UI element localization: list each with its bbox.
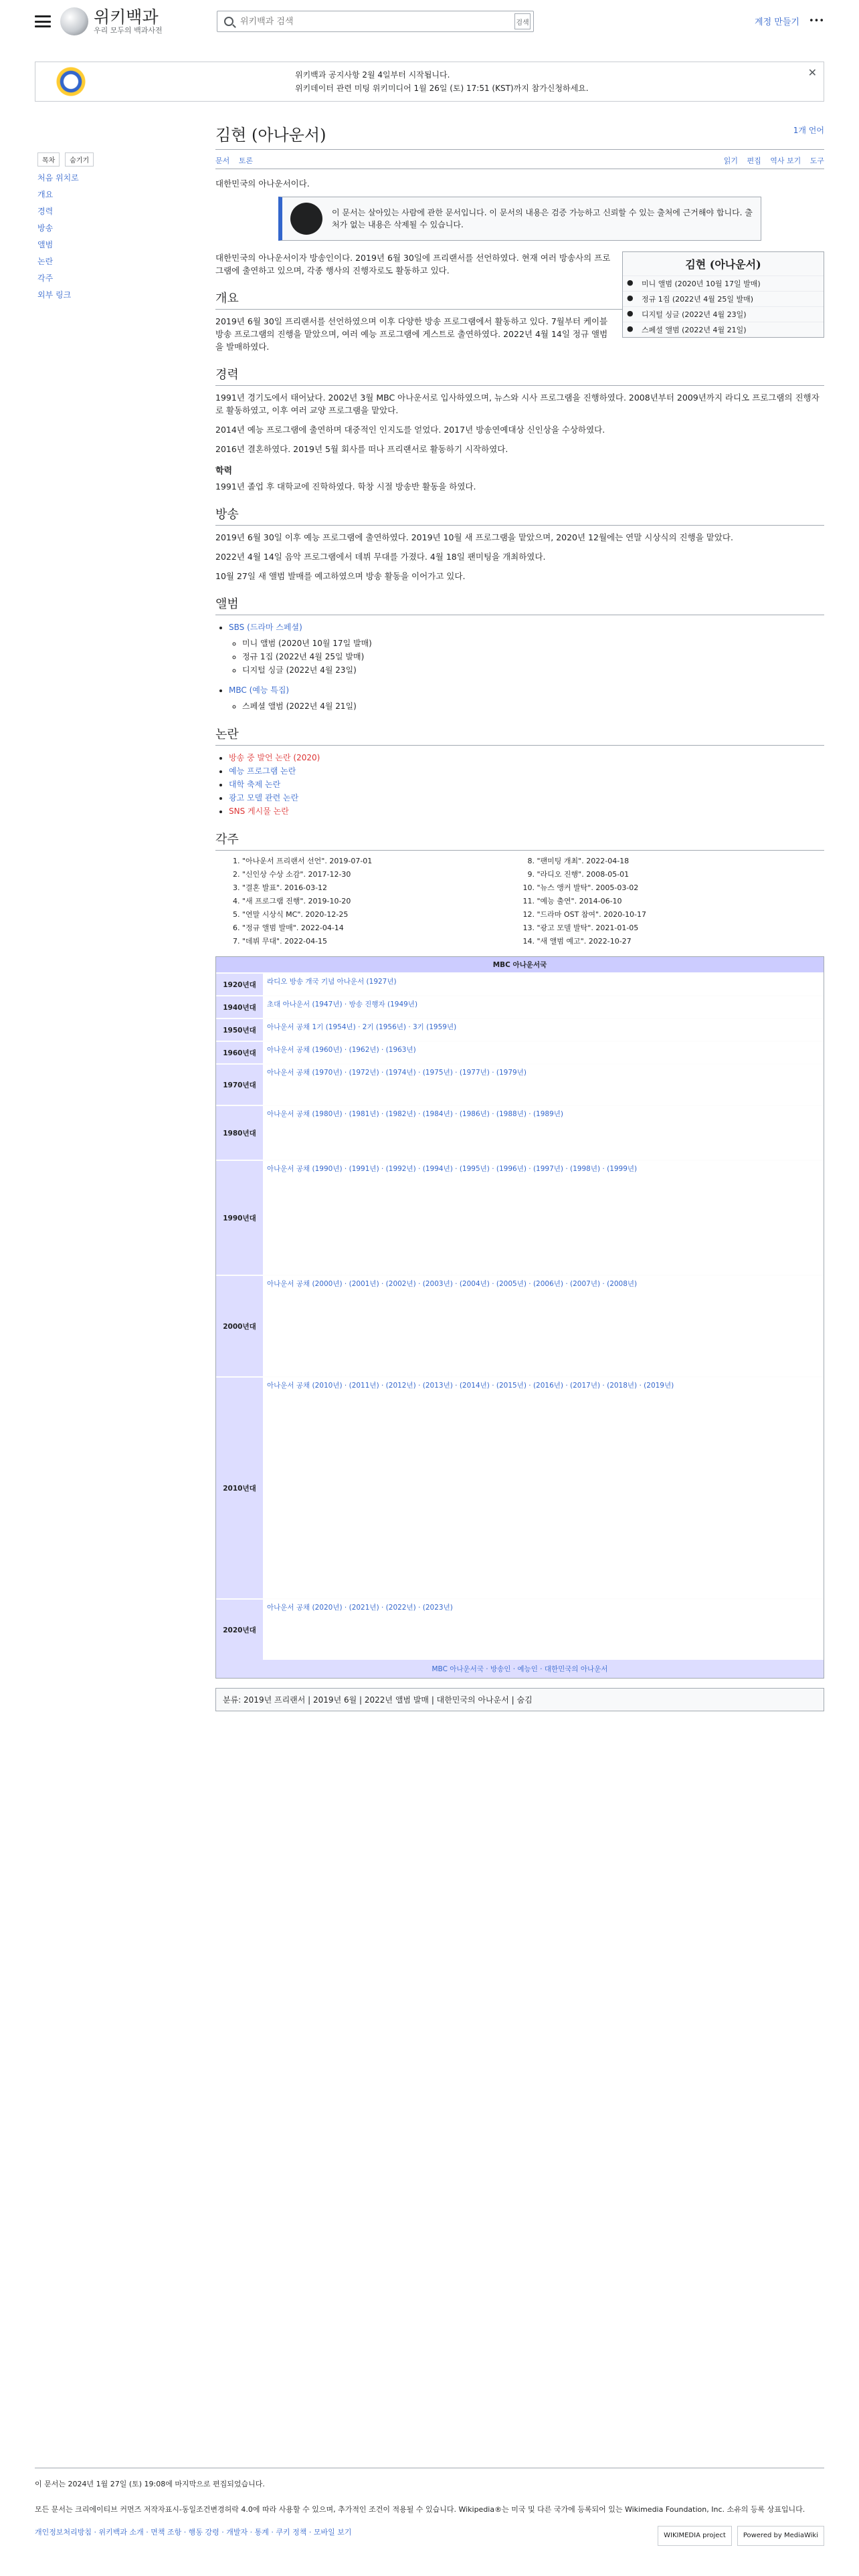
navbox-group: 1980년대	[216, 1106, 263, 1160]
infobox-album-3: 디지털 싱글 (2022년 4월 23일)	[642, 310, 747, 319]
notice-line-2: 위키데이터 관련 미팅 위키미디어 1월 26일 (토) 17:51 (KST)까지 참가신청하세요.	[295, 84, 589, 93]
controversy-list	[229, 751, 824, 818]
tab-tools[interactable]: 도구	[809, 156, 824, 165]
person-icon	[290, 203, 322, 235]
navbox-group: 1940년대	[216, 996, 263, 1018]
reference-item[interactable]: 7. "데뷔 무대". 2022-04-15	[242, 936, 530, 947]
tab-read[interactable]: 읽기	[723, 156, 738, 165]
tab-edit[interactable]: 편집	[747, 156, 761, 165]
navbox-group: 2010년대	[216, 1378, 263, 1598]
navbox-group: 2020년대	[216, 1600, 263, 1660]
reference-item[interactable]: 2. "신인상 수상 소감". 2017-12-30	[242, 869, 530, 880]
language-button[interactable]: 1개 언어	[793, 126, 824, 135]
reference-list	[215, 856, 824, 950]
license-text: 모든 문서는 크리에이티브 커먼즈 저작자표시-동일조건변경허락 4.0에 따라 사용할 수 있으며, 추가적인 조건이 적용될 수 있습니다. Wikipedia®는 미국 및 다른 국가에 등록되어 있는 Wikimedia Foundation, Inc. 소유의 등록 상표입니다.	[35, 2505, 805, 2514]
reference-item[interactable]: 6. "정규 앨범 발매". 2022-04-14	[242, 923, 530, 934]
broadcast-text-3: 10월 27일 새 앨범 발매를 예고하였으며 방송 활동을 이어가고 있다.	[215, 571, 466, 581]
close-icon[interactable]: ✕	[807, 66, 817, 79]
album-item: ◦ 미니 앨범 (2020년 10월 17일 발매)	[242, 637, 824, 650]
category-links[interactable]: 분류: 2019년 프리랜서 | 2019년 6월 | 2022년 앨범 발매 | 대한민국의 아나운서 | 숨김	[215, 1688, 824, 1711]
toc-item-album[interactable]: 앨범	[37, 240, 54, 249]
site-header	[0, 0, 859, 43]
album-item: ◦ 디지털 싱글 (2022년 4월 23일)	[242, 663, 824, 677]
navbox-group: 1970년대	[216, 1065, 263, 1105]
navbox-links[interactable]: 아나운서 공채 (1960년) · (1962년) · (1963년)	[263, 1042, 824, 1063]
navbox-links[interactable]: 아나운서 공채 (2020년) · (2021년) · (2022년) · (2023년)	[263, 1600, 824, 1660]
navbox-links[interactable]: 아나운서 공채 (2000년) · (2001년) · (2002년) · (2003년) · (2004년) · (2005년) · (2006년) · (2007년) · (2008년)	[263, 1276, 824, 1376]
search-button[interactable]: 검색	[514, 13, 531, 29]
navbox-group: 1960년대	[216, 1042, 263, 1063]
broadcast-text-2: 2022년 4월 14일 음악 프로그램에서 데뷔 무대를 가졌다. 4월 18일 팬미팅을 개최하였다.	[215, 552, 546, 562]
reference-item[interactable]: 11. "예능 출연". 2014-06-10	[537, 896, 825, 907]
mediawiki-badge[interactable]: Powered by MediaWiki	[737, 2526, 824, 2546]
navbox-links[interactable]: 초대 아나운서 (1947년) · 방송 진행자 (1949년)	[263, 996, 824, 1018]
hide-toc-button[interactable]: 숨기기	[65, 152, 94, 167]
section-overview: 개요	[215, 289, 824, 310]
section-album: 앨범	[215, 595, 824, 615]
navbox-group: 2000년대	[216, 1276, 263, 1376]
subsection-education: 학력	[215, 466, 233, 476]
reference-item[interactable]: 4. "새 프로그램 진행". 2019-10-20	[242, 896, 530, 907]
toc-item-broadcast[interactable]: 방송	[37, 223, 54, 233]
create-account-link[interactable]: 계정 만들기	[755, 17, 799, 27]
reference-item[interactable]: 13. "광고 모델 발탁". 2021-01-05	[537, 923, 825, 934]
reference-item[interactable]: 10. "뉴스 앵커 발탁". 2005-03-02	[537, 883, 825, 893]
search-input[interactable]	[239, 16, 514, 27]
tab-article[interactable]: 문서	[215, 156, 230, 165]
search-icon	[224, 17, 233, 26]
toc-item-top[interactable]: 처음 위치로	[37, 173, 79, 183]
toc-item-career[interactable]: 경력	[37, 207, 54, 216]
career-text-1: 1991년 경기도에서 태어났다. 2002년 3월 MBC 아나운서로 입사하였으며, 뉴스와 시사 프로그램을 진행하였다. 2008년부터 2009년까지 라디오 프로그램의 진행자로 활동하였고, 이후 여러 교양 프로그램을 맡았다.	[215, 393, 820, 415]
infobox: 김현 (아나운서) ● 미니 앨범 (2020년 10월 17일 발매) ● 정규 1집 (2022년 4월 25일 발매) ● 디지털 싱글 (2022년 4월 23일) ● 스페셜 앨범 (2022년 4월 21일)	[622, 251, 824, 338]
site-name: 위키백과	[94, 7, 159, 27]
toc-tab: 목차	[37, 152, 60, 167]
controversy-item[interactable]: SNS 게시물 논란	[229, 807, 289, 816]
infobox-album-2: 정규 1집 (2022년 4월 25일 발매)	[642, 295, 754, 304]
controversy-item[interactable]: 광고 모델 관련 논란	[229, 793, 299, 802]
section-career: 경력	[215, 365, 824, 386]
last-edited: 이 문서는 2024년 1월 27일 (토) 19:08에 마지막으로 편집되었습니다.	[35, 2480, 265, 2488]
education-text: 1991년 졸업 후 대학교에 진학하였다. 학창 시절 방송반 활동을 하였다.	[215, 481, 476, 492]
main-content	[215, 115, 824, 1711]
album-item: ◦ 정규 1집 (2022년 4월 25일 발매)	[242, 650, 824, 663]
page-footer	[35, 2468, 824, 2539]
album-group-1[interactable]: SBS (드라마 스페셜)	[229, 623, 302, 632]
reference-item[interactable]: 14. "새 앨범 예고". 2022-10-27	[537, 936, 825, 947]
navbox-links[interactable]: 아나운서 공채 (1970년) · (1972년) · (1974년) · (1975년) · (1977년) · (1979년)	[263, 1065, 824, 1105]
blp-notice: 이 문서는 살아있는 사람에 관한 문서입니다. 이 문서의 내용은 검증 가능하고 신뢰할 수 있는 출처에 근거해야 합니다. 출처가 없는 내용은 삭제될 수 있습니다.	[278, 197, 761, 241]
toc-item-overview[interactable]: 개요	[37, 190, 54, 199]
page-title: 김현 (아나운서)	[215, 122, 824, 150]
career-text-3: 2016년 결혼하였다. 2019년 5월 회사를 떠나 프리랜서로 활동하기 시작하였다.	[215, 444, 508, 454]
site-logo[interactable]	[60, 7, 163, 35]
toc-item-controversy[interactable]: 논란	[37, 257, 54, 266]
reference-item[interactable]: 1. "아나운서 프리랜서 선언". 2019-07-01	[242, 856, 530, 867]
controversy-item[interactable]: 예능 프로그램 논란	[229, 766, 296, 776]
navbox-links[interactable]: 아나운서 공채 (1990년) · (1991년) · (1992년) · (1994년) · (1995년) · (1996년) · (1997년) · (1998년) · (1999년)	[263, 1161, 824, 1275]
reference-item[interactable]: 12. "드라마 OST 참여". 2020-10-17	[537, 909, 825, 920]
navbox	[215, 956, 824, 1679]
navbox-group: 1920년대	[216, 974, 263, 995]
toc-sidebar	[37, 152, 191, 306]
career-text-2: 2014년 예능 프로그램에 출연하며 대중적인 인지도를 얻었다. 2017년 방송연예대상 신인상을 수상하였다.	[215, 425, 605, 435]
section-refs: 각주	[215, 830, 824, 851]
globe-icon	[60, 7, 88, 35]
reference-item[interactable]: 3. "결혼 발표". 2016-03-12	[242, 883, 530, 893]
toc-item-refs[interactable]: 각주	[37, 274, 54, 283]
reference-item[interactable]: 9. "라디오 진행". 2008-05-01	[537, 869, 825, 880]
tab-talk[interactable]: 토론	[238, 156, 254, 165]
navbox-group: 1950년대	[216, 1019, 263, 1041]
controversy-item[interactable]: 대학 축제 논란	[229, 780, 281, 789]
tab-history[interactable]: 역사 보기	[770, 156, 801, 165]
notice-line-1: 위키백과 공지사항 2월 4일부터 시작됩니다.	[295, 70, 450, 80]
navbox-links[interactable]: 아나운서 공채 (1980년) · (1981년) · (1982년) · (1984년) · (1986년) · (1988년) · (1989년)	[263, 1106, 824, 1160]
navbox-links[interactable]: 아나운서 공채 1기 (1954년) · 2기 (1956년) · 3기 (1959년)	[263, 1019, 824, 1041]
controversy-item[interactable]: 방송 중 발언 논란 (2020)	[229, 753, 320, 762]
section-controversy: 논란	[215, 725, 824, 746]
reference-item[interactable]: 8. "팬미팅 개최". 2022-04-18	[537, 856, 825, 867]
notice-banner-image	[41, 64, 101, 100]
album-group-2[interactable]: MBC (예능 특집)	[229, 685, 290, 695]
site-tagline: 우리 모두의 백과사전	[94, 25, 163, 35]
menu-icon[interactable]	[35, 13, 51, 29]
navbox-links[interactable]: 아나운서 공채 (2010년) · (2011년) · (2012년) · (2013년) · (2014년) · (2015년) · (2016년) · (2017년) · (2018년) · (2019년)	[263, 1378, 824, 1598]
toc-item-links[interactable]: 외부 링크	[37, 290, 72, 300]
album-item: ◦ 스페셜 앨범 (2022년 4월 21일)	[242, 700, 824, 713]
navbox-title: MBC 아나운서국	[216, 957, 824, 972]
more-menu-icon[interactable]: •••	[808, 16, 824, 26]
infobox-album-4: 스페셜 앨범 (2022년 4월 21일)	[642, 326, 747, 334]
lead-paragraph: 대한민국의 아나운서이자 방송인이다. 2019년 6월 30일에 프리랜서를 선언하였다. 현재 여러 방송사의 프로그램에 출연하고 있으며, 각종 행사의 진행자로도 활동하고 있다.	[215, 253, 611, 276]
album-list	[229, 621, 824, 713]
navbox-links[interactable]: 라디오 방송 개국 기념 아나운서 (1927년)	[263, 974, 824, 995]
intro-text: 대한민국의 아나운서이다.	[215, 179, 310, 189]
infobox-album-1: 미니 앨범 (2020년 10월 17일 발매)	[642, 280, 761, 288]
section-broadcast: 방송	[215, 505, 824, 526]
infobox-title: 김현 (아나운서)	[685, 258, 761, 271]
footer-links[interactable]: 개인정보처리방침 · 위키백과 소개 · 면책 조항 · 행동 강령 · 개발자 · 통계 · 쿠키 정책 · 모바일 보기	[35, 2528, 352, 2537]
navbox-footer[interactable]: MBC 아나운서국 · 방송인 · 예능인 · 대한민국의 아나운서	[216, 1660, 824, 1678]
broadcast-text-1: 2019년 6월 30일 이후 예능 프로그램에 출연하였다. 2019년 10월 새 프로그램을 맡았으며, 2020년 12월에는 연말 시상식의 진행을 맡았다.	[215, 532, 733, 542]
wikimedia-badge[interactable]: WIKIMEDIA project	[658, 2526, 732, 2546]
reference-item[interactable]: 5. "연말 시상식 MC". 2020-12-25	[242, 909, 530, 920]
overview-text: 2019년 6월 30일 프리랜서를 선언하였으며 이후 다양한 방송 프로그램에서 활동하고 있다. 7월부터 케이블 방송 프로그램의 진행을 맡았으며, 여러 예능 프로그램에 게스트로 출연하였다. 2022년 4월 14일 정규 앨범을 발매하였다.	[215, 316, 608, 352]
navbox-group: 1990년대	[216, 1161, 263, 1275]
search-box	[217, 11, 534, 32]
site-notice	[35, 62, 824, 102]
